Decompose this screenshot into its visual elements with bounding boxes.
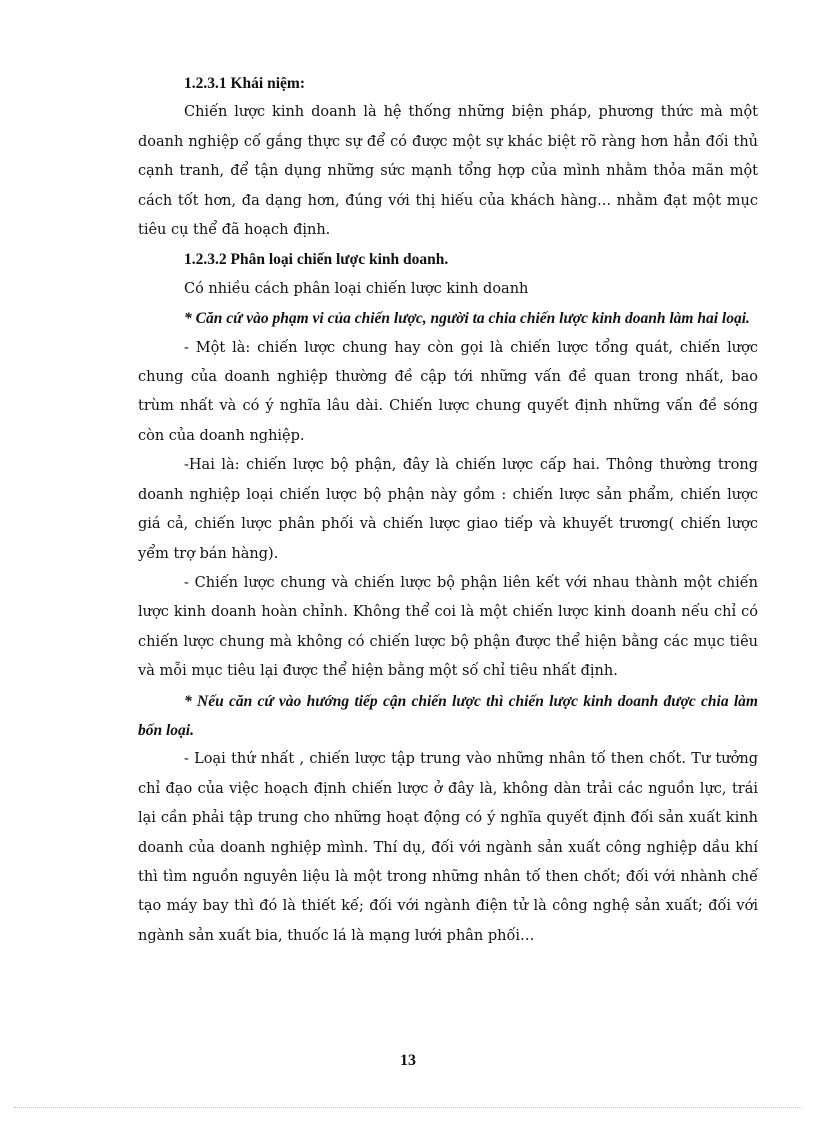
paragraph-partial-strategy: -Hai là: chiến lược bộ phận, đây là chiến lược cấp hai. Thông thường trong doanh nghiệp loại chiến lược bộ phận này gồm : chiến lược sản phẩm, chiến lược giá cả, chiến lược phân phối và chiến lược giao tiếp và khuyết trương( chiến lược yểm trợ bán hàng). [138,457,758,562]
emphasis-approach: * Nếu căn cứ vào hướng tiếp cận chiến lược thì chiến lược kinh doanh được chia làm bốn loại. [138,692,758,739]
page-number: 13 [400,1052,416,1069]
emphasis-scope: * Căn cứ vào phạm vi của chiến lược, người ta chia chiến lược kinh doanh làm hai loại. [184,310,750,328]
section-heading-classification: 1.2.3.2 Phân loại chiến lược kinh doanh. [184,251,449,269]
page-content [138,69,758,951]
paragraph-definition: Chiến lược kinh doanh là hệ thống những biện pháp, phương thức mà một doanh nghiệp cố gắng thực sự để có được một sự khác biệt rõ ràng hơn hẳn đối thủ cạnh tranh, để tận dụng những sức mạnh tổng hợp của mình nhằm thỏa mãn một cách tốt hơn, đa dạng hơn, đúng với thị hiếu của khách hàng... nhằm đạt một mục tiêu cụ thể đã hoạch định. [138,104,758,239]
paragraph-general-strategy: - Một là: chiến lược chung hay còn gọi là chiến lược tổng quát, chiến lược chung của doanh nghiệp thường đề cập tới những vấn đề quan trong nhất, bao trùm nhất và có ý nghĩa lâu dài. Chiến lược chung quyết định những vấn đề sóng còn của doanh nghiệp. [138,339,758,444]
paragraph-combined-strategy: - Chiến lược chung và chiến lược bộ phận liên kết với nhau thành một chiến lược kinh doanh hoàn chỉnh. Không thể coi là một chiến lược kinh doanh nếu chỉ có chiến lược chung mà không có chiến lược bộ phận được thể hiện bằng các mục tiêu và mỗi mục tiêu lại được thể hiện bằng một số chỉ tiêu nhất định. [138,574,758,680]
paragraph-intro: Có nhiều cách phân loại chiến lược kinh doanh [184,280,529,297]
section-heading-concept: 1.2.3.1 Khái niệm: [184,75,305,92]
page-bottom-divider [14,1107,802,1108]
paragraph-key-factors: - Loại thứ nhất , chiến lược tập trung vào những nhân tố then chốt. Tư tưởng chỉ đạo của việc hoạch định chiến lược ở đây là, không dàn trải các nguồn lực, trái lại cần phải tập trung cho những hoạt động có ý nghĩa quyết định đối sản xuất kinh doanh của doanh nghiệp mình. Thí dụ, đối với ngành sản xuất công nghiệp dầu khí thì tìm nguồn nguyên liệu là một trong những nhân tố then chốt; đối với nhành chế tạo máy bay thì đó là thiết kế; đối với ngành điện tử là công nghệ sản xuất; đối với ngành sản xuất bia, thuốc lá là mạng lưới phân phối… [138,751,758,944]
